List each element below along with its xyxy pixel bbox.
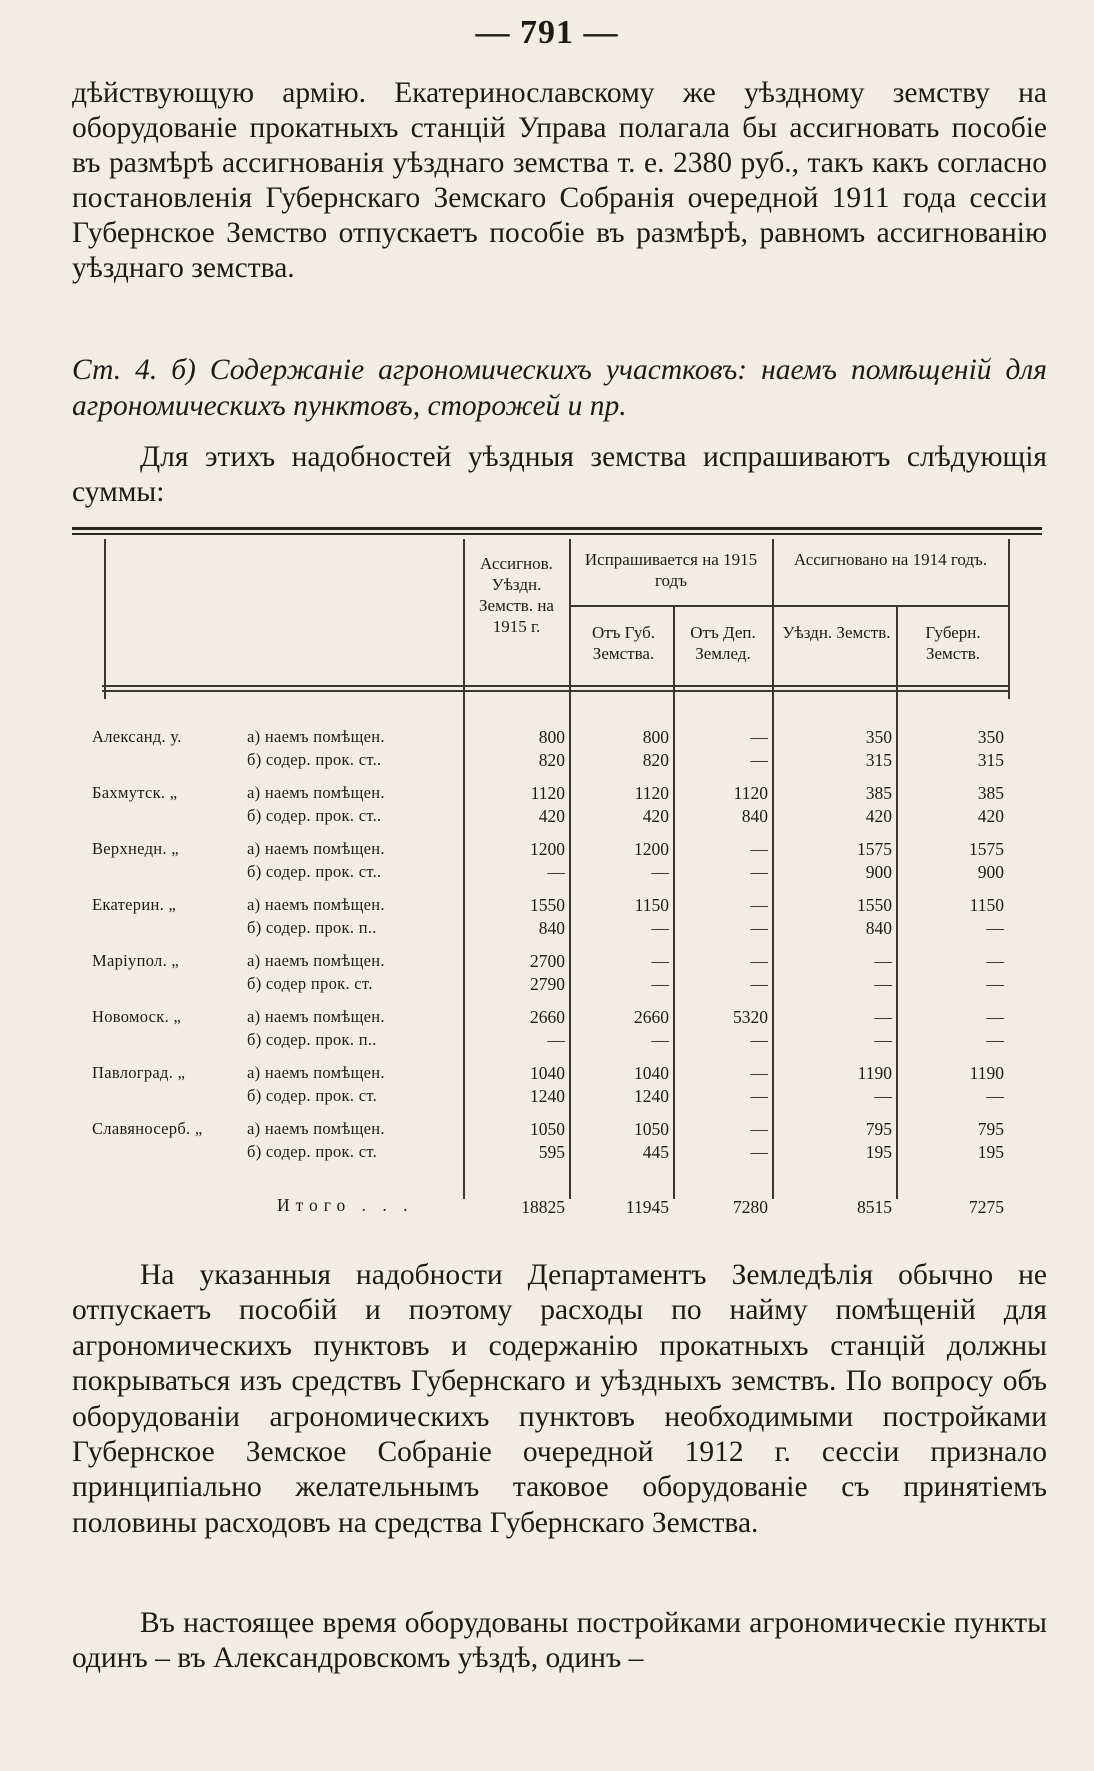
table-cell: 195 xyxy=(977,1142,1004,1162)
table-cell: — xyxy=(986,1030,1004,1050)
row-sub-label: б) содер. прок. п.. xyxy=(247,1030,377,1049)
table-cell: — xyxy=(986,1086,1004,1106)
row-district: Славяносерб. „ xyxy=(92,1119,203,1138)
table-cell: — xyxy=(874,974,892,994)
header-assigned-uezd: Ассигнов. Уѣздн. Земств. на 1915 г. xyxy=(479,554,554,636)
table-cell: — xyxy=(547,1030,565,1050)
total-cell: 11945 xyxy=(625,1197,669,1217)
table-top-rule xyxy=(72,527,1042,530)
table-cell: 820 xyxy=(538,750,565,770)
table-top-rule-2 xyxy=(72,533,1042,535)
row-sub-label: б) содер. прок. ст.. xyxy=(247,750,382,769)
row-sub-label: а) наемъ помѣщен. xyxy=(247,895,385,914)
row-sub-label: б) содер. прок. ст. xyxy=(247,1142,378,1161)
table-cell: 595 xyxy=(538,1142,565,1162)
row-district: Екатерин. „ xyxy=(92,895,177,914)
table-vline xyxy=(104,539,106,699)
table-cell: 1240 xyxy=(530,1086,565,1106)
table-cell: — xyxy=(986,1007,1004,1027)
table-cell: — xyxy=(651,1030,669,1050)
table-cell: 840 xyxy=(741,806,768,826)
table-cell: — xyxy=(874,1007,892,1027)
table-cell: 1200 xyxy=(530,839,565,859)
table-cell: — xyxy=(986,951,1004,971)
table-cell: — xyxy=(750,895,768,915)
table-cell: — xyxy=(750,839,768,859)
table-cell: 795 xyxy=(977,1119,1004,1139)
header-assigned-uezd-1914: Уѣздн. Земств. xyxy=(782,623,891,642)
row-sub-label: а) наемъ помѣщен. xyxy=(247,1063,385,1082)
total-cell: 18825 xyxy=(521,1197,565,1217)
table-vline xyxy=(673,607,675,1199)
header-assigned-gub-1914: Губерн. Земств. xyxy=(925,623,981,663)
table-cell: 900 xyxy=(865,862,892,882)
row-sub-label: а) наемъ помѣщен. xyxy=(247,839,385,858)
section-heading: Ст. 4. б) Содержаніе агрономическихъ участковъ: наемъ помѣщеній для агрономическихъ пунктовъ, сторожей и пр. xyxy=(72,354,1047,422)
table-cell: — xyxy=(874,1030,892,1050)
total-label: Итого . . . xyxy=(277,1195,414,1215)
table-cell: — xyxy=(750,1142,768,1162)
table-cell: 900 xyxy=(977,862,1004,882)
table-cell: 195 xyxy=(865,1142,892,1162)
table-cell: 1150 xyxy=(969,895,1004,915)
table-cell: — xyxy=(651,974,669,994)
table-cell: — xyxy=(874,1086,892,1106)
table-cell: 800 xyxy=(642,727,669,747)
row-sub-label: б) содер. прок. ст.. xyxy=(247,862,382,881)
row-sub-label: б) содер. прок. ст.. xyxy=(247,806,382,825)
table-cell: 2660 xyxy=(530,1007,565,1027)
table-cell: 5320 xyxy=(733,1007,768,1027)
row-sub-label: а) наемъ помѣщен. xyxy=(247,727,385,746)
table-cell: — xyxy=(750,750,768,770)
table-cell: 2700 xyxy=(530,951,565,971)
row-district: Новомоск. „ xyxy=(92,1007,182,1026)
table-cell: 1550 xyxy=(857,895,892,915)
table-cell: 2660 xyxy=(634,1007,669,1027)
row-district: Бахмутск. „ xyxy=(92,783,178,802)
table-cell: 350 xyxy=(977,727,1004,747)
table-cell: — xyxy=(750,974,768,994)
table-cell: 1200 xyxy=(634,839,669,859)
table-cell: — xyxy=(651,918,669,938)
table-cell: 420 xyxy=(642,806,669,826)
table-cell: 840 xyxy=(865,918,892,938)
total-cell: 8515 xyxy=(857,1197,892,1217)
table-cell: 820 xyxy=(642,750,669,770)
row-sub-label: б) содер прок. ст. xyxy=(247,974,373,993)
header-requested-gub: Отъ Губ. Земства. xyxy=(591,623,656,663)
table-cell: 420 xyxy=(865,806,892,826)
table-cell: 315 xyxy=(977,750,1004,770)
header-requested: Испрашивается на 1915 годъ xyxy=(584,550,758,590)
row-district: Александ. у. xyxy=(92,727,182,746)
table-cell: 350 xyxy=(865,727,892,747)
table-cell: — xyxy=(651,951,669,971)
table-cell: — xyxy=(750,1030,768,1050)
budget-table xyxy=(72,527,1042,1252)
table-hline xyxy=(569,605,1008,607)
table-cell: — xyxy=(750,918,768,938)
table-header-bottom-rule xyxy=(102,685,1010,687)
table-vline xyxy=(1008,539,1010,699)
table-cell: 385 xyxy=(977,783,1004,803)
table-cell: 1190 xyxy=(857,1063,892,1083)
table-cell: — xyxy=(750,1063,768,1083)
table-cell: 1120 xyxy=(530,783,565,803)
paragraph-1: дѣйствующую армію. Екатеринославскому же уѣздному земству на оборудованіе прокатныхъ станцій Управа полагала бы ассигновать пособіе въ размѣрѣ ассигнованія уѣзднаго земства т. е. 2380 руб., такъ какъ согласно постановленія Губернскаго Земскаго Собранія очередной 1911 года сессіи Губернское Земство отпускаетъ пособіе въ размѣрѣ, равномъ ассигнованію уѣзднаго земства. xyxy=(72,77,1047,284)
table-cell: 1040 xyxy=(530,1063,565,1083)
table-cell: — xyxy=(547,862,565,882)
table-cell: 795 xyxy=(865,1119,892,1139)
table-cell: 420 xyxy=(538,806,565,826)
table-cell: — xyxy=(750,862,768,882)
table-cell: 1240 xyxy=(634,1086,669,1106)
total-cell: 7275 xyxy=(969,1197,1004,1217)
row-sub-label: б) содер. прок. п.. xyxy=(247,918,377,937)
table-cell: — xyxy=(986,918,1004,938)
table-cell: — xyxy=(750,1119,768,1139)
table-cell: — xyxy=(750,727,768,747)
row-district: Павлоград. „ xyxy=(92,1063,186,1082)
table-cell: 1050 xyxy=(634,1119,669,1139)
table-header-bottom-rule-2 xyxy=(102,690,1010,692)
page-number: — 791 — xyxy=(475,14,619,51)
row-district: Верхнедн. „ xyxy=(92,839,179,858)
table-vline xyxy=(463,539,465,1199)
table-cell: 1190 xyxy=(969,1063,1004,1083)
total-cell: 7280 xyxy=(733,1197,768,1217)
table-cell: 1550 xyxy=(530,895,565,915)
table-cell: 1120 xyxy=(634,783,669,803)
table-vline xyxy=(896,607,898,1199)
table-cell: — xyxy=(986,974,1004,994)
row-sub-label: а) наемъ помѣщен. xyxy=(247,1119,385,1138)
table-cell: 1050 xyxy=(530,1119,565,1139)
row-sub-label: а) наемъ помѣщен. xyxy=(247,1007,385,1026)
header-assigned-1914: Ассигновано на 1914 годъ. xyxy=(793,550,988,569)
row-sub-label: а) наемъ помѣщен. xyxy=(247,951,385,970)
table-cell: — xyxy=(750,1086,768,1106)
table-cell: — xyxy=(651,862,669,882)
table-cell: — xyxy=(750,951,768,971)
table-cell: 420 xyxy=(977,806,1004,826)
table-cell: 800 xyxy=(538,727,565,747)
table-cell: 840 xyxy=(538,918,565,938)
table-cell: 445 xyxy=(642,1142,669,1162)
table-vline xyxy=(772,539,774,1199)
header-requested-dep: Отъ Деп. Землед. xyxy=(690,623,756,663)
table-cell: 1575 xyxy=(857,839,892,859)
paragraph-3: Въ настоящее время оборудованы постройками агрономическіе пункты одинъ – въ Александровскомъ уѣздѣ, одинъ – xyxy=(72,1607,1047,1674)
table-cell: 385 xyxy=(865,783,892,803)
paragraph-2: На указанныя надобности Департаментъ Земледѣлія обычно не отпускаетъ пособій и поэтому расходы по найму помѣщеній для агрономическихъ пунктовъ и содержанію прокатныхъ станцій должны покрываться изъ средствъ Губернскаго и уѣздныхъ земствъ. По вопросу объ оборудованіи агрономическихъ пунктовъ необходимыми постройками Губернское Земское Собраніе очередной 1912 г. сессіи признало принципіально желательнымъ таковое оборудованіе съ принятіемъ половины расходовъ на средства Губернскаго Земства. xyxy=(72,1259,1047,1539)
intro-paragraph: Для этихъ надобностей уѣздныя земства испрашиваютъ слѣдующія суммы: xyxy=(72,441,1047,508)
row-sub-label: а) наемъ помѣщен. xyxy=(247,783,385,802)
table-vline xyxy=(569,539,571,1199)
table-cell: — xyxy=(874,951,892,971)
table-cell: 2790 xyxy=(530,974,565,994)
row-district: Маріупол. „ xyxy=(92,951,180,970)
table-cell: 1120 xyxy=(733,783,768,803)
row-sub-label: б) содер. прок. ст. xyxy=(247,1086,378,1105)
table-cell: 1575 xyxy=(969,839,1004,859)
table-cell: 1040 xyxy=(634,1063,669,1083)
table-cell: 1150 xyxy=(634,895,669,915)
table-cell: 315 xyxy=(865,750,892,770)
